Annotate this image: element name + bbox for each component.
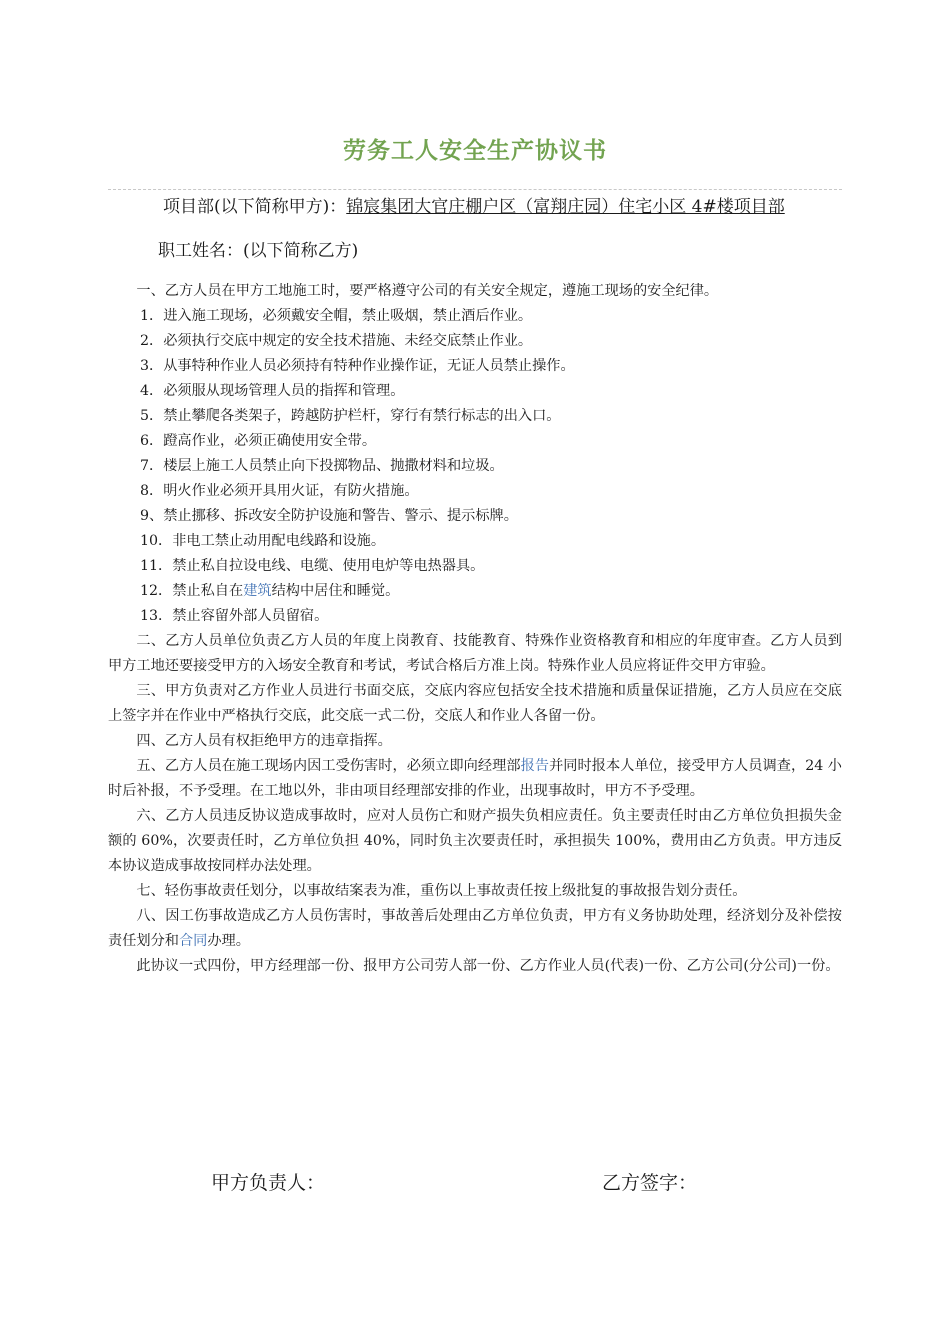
contract-link[interactable]: 合同 <box>178 933 208 949</box>
clause-1: 一、乙方人员在甲方工地施工时，要严格遵守公司的有关安全规定，遵施工现场的安全纪律。 <box>136 283 719 299</box>
clause-1-item: 5．禁止攀爬各类架子，跨越防护栏杆，穿行有禁行标志的出入口。 <box>140 408 561 424</box>
clause-3: 三、甲方负责对乙方作业人员进行书面交底，交底内容应包括安全技术措施和质量保证措施，乙方人员应在交底上签字并在作业中严格执行交底，此交底一式二份，交底人和作业人各留一份。 <box>108 683 842 724</box>
clause-5 <box>108 754 842 804</box>
clause-1-item: 11．禁止私自拉设电线、电缆、使用电炉等电热器具。 <box>140 558 485 574</box>
agreement-body <box>108 279 842 979</box>
item-12-text-pre: 12．禁止私自在 <box>140 583 244 599</box>
building-link[interactable]: 建筑 <box>243 583 272 599</box>
clause-1-item-12 <box>108 579 842 604</box>
clause-4: 四、乙方人员有权拒绝甲方的违章指挥。 <box>136 733 392 749</box>
item-12-text-post: 结构中居住和睡觉。 <box>271 583 400 599</box>
clause-1-item: 4．必须服从现场管理人员的指挥和管理。 <box>140 383 405 399</box>
clause-1-item: 6．蹬高作业，必须正确使用安全带。 <box>140 433 377 449</box>
party-a-signature-label: 甲方负责人： <box>211 1172 326 1194</box>
clause-8 <box>108 904 842 954</box>
party-b-signature-label: 乙方签字： <box>602 1172 698 1194</box>
clause-1-item: 8．明火作业必须开具用火证，有防火措施。 <box>140 483 419 499</box>
clause-1-item: 9、禁止挪移、拆改安全防护设施和警告、警示、提示标牌。 <box>140 508 518 524</box>
clause-1-item: 1．进入施工现场，必须戴安全帽，禁止吸烟，禁止酒后作业。 <box>140 308 533 324</box>
clause-7: 七、轻伤事故责任划分，以事故结案表为准，重伤以上事故责任按上级批复的事故报告划分责任。 <box>136 883 747 899</box>
document-title: 劳务工人安全生产协议书 <box>343 137 607 164</box>
party-a-line <box>163 192 863 217</box>
clause-1-item: 10．非电工禁止动用配电线路和设施。 <box>140 533 386 549</box>
clause-2: 二、乙方人员单位负责乙方人员的年度上岗教育、技能教育、特殊作业资格教育和相应的年度审查。乙方人员到甲方工地还要接受甲方的入场安全教育和考试，考试合格后方准上岗。特殊作业人员应将证件交甲方审验。 <box>108 633 842 674</box>
clause-5-text-pre: 五、乙方人员在施工现场内因工受伤害时，必须立即向经理部 <box>136 758 521 774</box>
clause-1-item: 7．楼层上施工人员禁止向下投掷物品、抛撒材料和垃圾。 <box>140 458 504 474</box>
clause-8-text-post: 办理。 <box>207 933 250 949</box>
clause-6: 六、乙方人员违反协议造成事故时，应对人员伤亡和财产损失负相应责任。负主要责任时由乙方单位负担损失金额的 60%，次要责任时，乙方单位负担 40%，同时负主次要责任时，承担损失 100%，费用由乙方负责。甲方违反本协议造成事故按同样办法处理。 <box>108 808 842 874</box>
clause-8-text-pre: 八、因工伤事故造成乙方人员伤害时，事故善后处理由乙方单位负责，甲方有义务协助处理，经济划分及补偿按责任划分和 <box>108 908 842 949</box>
clause-1-item-13: 13．禁止容留外部人员留宿。 <box>140 608 329 624</box>
header-divider <box>108 189 842 190</box>
party-a-label: 项目部(以下简称甲方)： <box>163 197 347 217</box>
clause-1-item: 3．从事特种作业人员必须持有特种作业操作证，无证人员禁止操作。 <box>140 358 575 374</box>
clause-9: 此协议一式四份，甲方经理部一份、报甲方公司劳人部一份、乙方作业人员(代表)一份、乙方公司(分公司)一份。 <box>136 958 840 974</box>
clause-5-text-post: 并同时报本人单位，接受甲方人员调查，24 小时后补报，不予受理。在工地以外，非由项目经理部安排的作业，出现事故时，甲方不予受理。 <box>108 758 842 799</box>
report-link[interactable]: 报告 <box>520 758 550 774</box>
party-a-project: 锦宸集团大官庄棚户区（富翔庄园）住宅小区 4#楼项目部 <box>346 197 785 217</box>
party-b-line: 职工姓名：(以下简称乙方) <box>158 241 359 261</box>
clause-1-item: 2．必须执行交底中规定的安全技术措施、未经交底禁止作业。 <box>140 333 533 349</box>
